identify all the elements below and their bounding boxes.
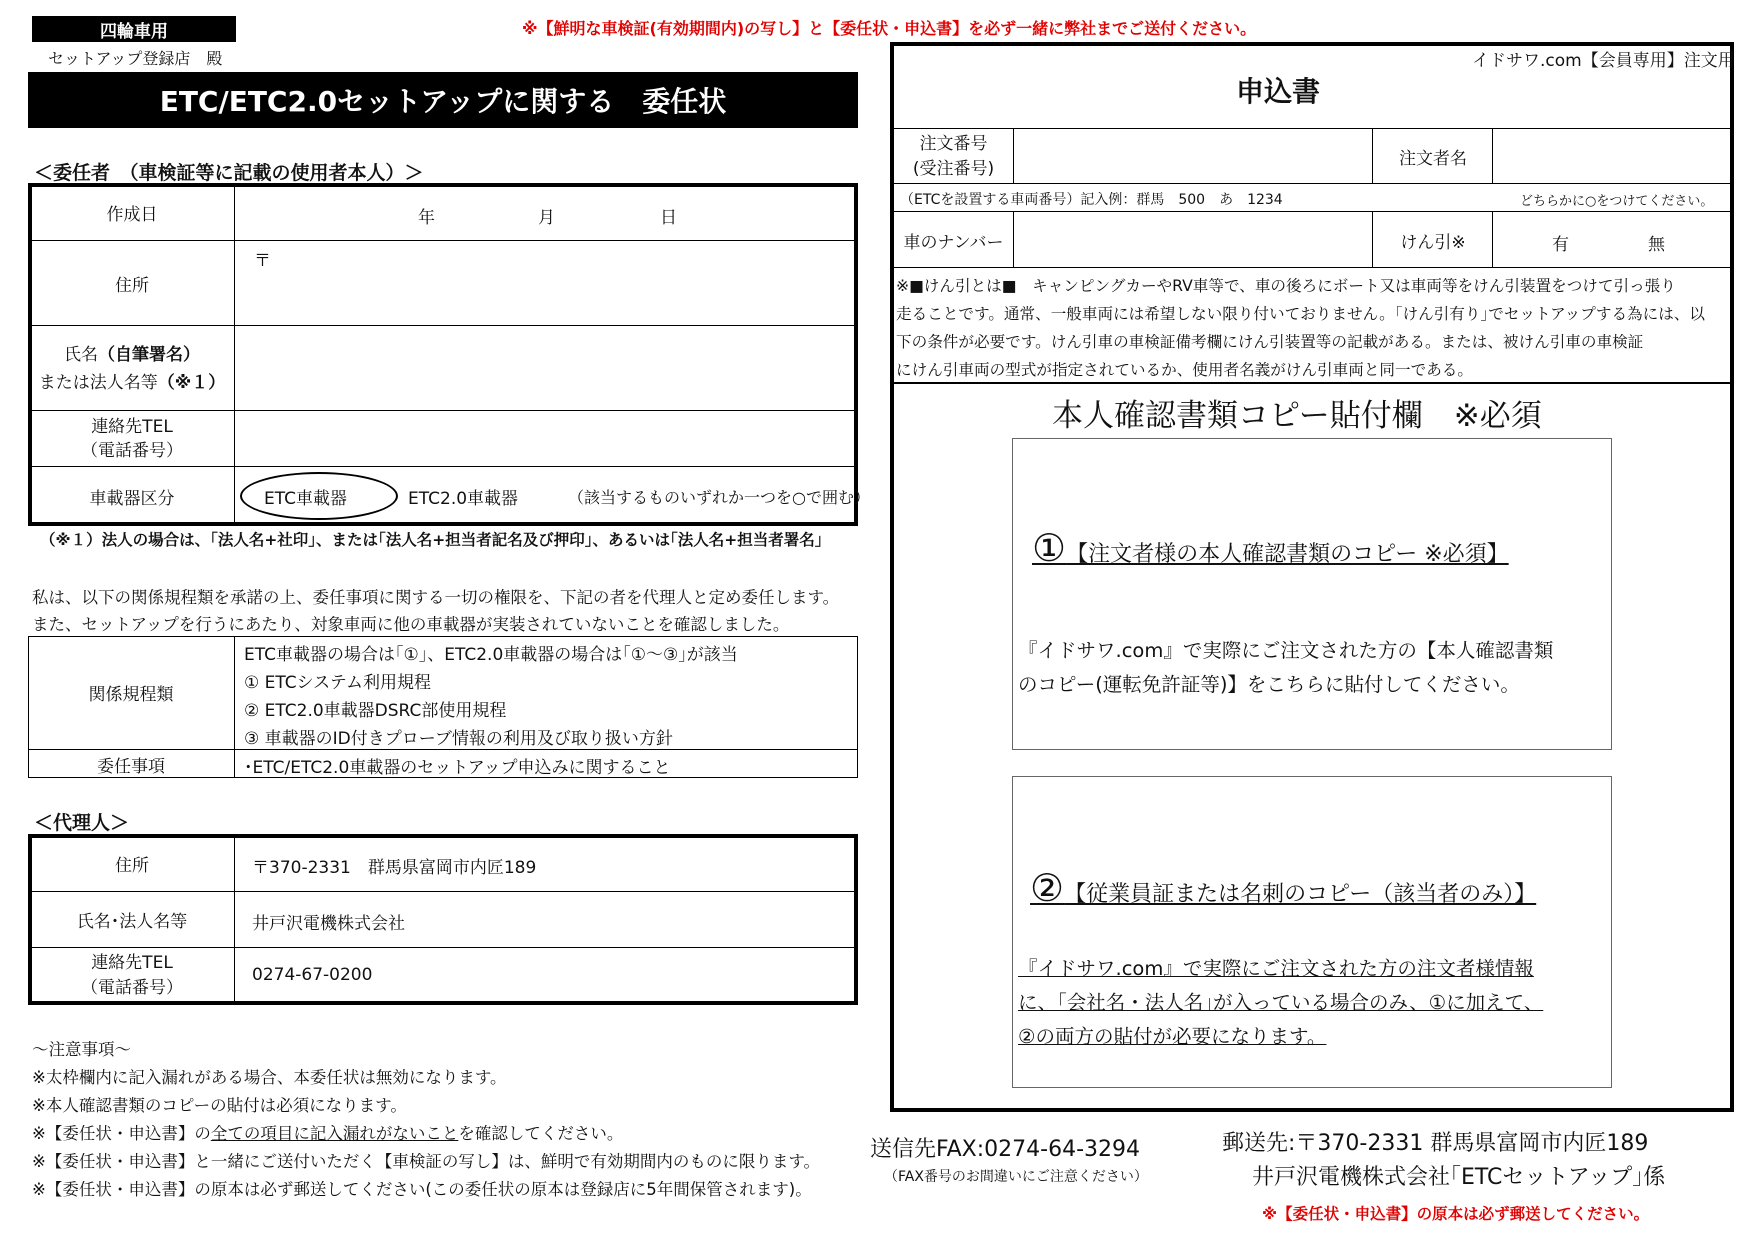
date-label: 作成日 xyxy=(106,205,158,225)
form-title: ETC/ETC2.0セットアップに関する 委任状 xyxy=(28,72,858,128)
mail-note: ※【委任状・申込書】の原本は必ず郵送してください。 xyxy=(1262,1205,1650,1223)
top-notice: ※【鮮明な車検証(有効期間内)の写し】と【委任状・申込書】を必ず一緒に弊社までご送付ください。 xyxy=(522,19,1257,38)
note-3: ※【委任状・申込書】の全ての項目に記入漏れがないことを確認してください。 xyxy=(32,1124,624,1143)
circle-hint: どちらかに○をつけてください。 xyxy=(1520,194,1714,209)
date-month-label: 月 xyxy=(538,208,555,228)
agent-address-value: 〒370-2331 群馬県富岡市内匠189 xyxy=(252,858,537,878)
rules-item-2: ② ETC2.0車載器DSRC部使用規程 xyxy=(244,701,507,721)
address-field[interactable] xyxy=(236,242,854,325)
order-number-label: 注文番号 (受注番号) xyxy=(912,133,995,179)
rules-item-3: ③ 車載器のID付きプローブ情報の利用及び取り扱い方針 xyxy=(244,729,673,749)
name-field[interactable] xyxy=(236,327,854,410)
agent-heading: ＜代理人＞ xyxy=(34,812,130,834)
id-box-1-text: 『イドサワ.com』で実際にご注文された方の【本人確認書類 のコピー(運転免許証等)】をこちらに貼付してください。 xyxy=(1018,639,1554,696)
fax-number: 送信先FAX:0274-64-3294 xyxy=(870,1137,1141,1162)
mandate-value: ･ETC/ETC2.0車載器のセットアップ申込みに関すること xyxy=(244,758,671,778)
rules-intro: ETC車載器の場合は｢①｣、ETC2.0車載器の場合は｢①～③｣が該当 xyxy=(244,645,738,665)
note-2: ※本人確認書類のコピーの貼付は必須になります。 xyxy=(32,1096,407,1115)
agent-name-label: 氏名･法人名等 xyxy=(76,912,188,932)
statement-line2: また、セットアップを行うにあたり、対象車両に他の車載器が実装されていないことを確認しました。 xyxy=(32,615,790,634)
addressee: セットアップ登録店 殿 xyxy=(48,49,223,68)
mail-recipient: 井戸沢電機株式会社｢ETCセットアップ｣係 xyxy=(1252,1165,1666,1190)
note-4: ※【委任状・申込書】と一緒にご送付いただく【車検証の写し】は、鮮明で有効期間内のものに限ります。 xyxy=(32,1152,821,1171)
id-section-title: 本人確認書類コピー貼付欄 ※必須 xyxy=(1052,398,1542,434)
date-day-label: 日 xyxy=(660,208,677,228)
plate-label: 車のナンバー xyxy=(903,232,1004,253)
orderer-field[interactable] xyxy=(1494,130,1730,183)
date-year-label: 年 xyxy=(418,208,435,228)
member-tag: イドサワ.com【会員専用】注文用 xyxy=(1472,51,1735,71)
postal-mark: 〒 xyxy=(254,251,271,271)
tow-option-no[interactable]: 無 xyxy=(1648,235,1665,255)
rules-label: 関係規程類 xyxy=(88,685,174,705)
tow-option-yes[interactable]: 有 xyxy=(1552,235,1569,255)
agent-tel-value: 0274-67-0200 xyxy=(252,965,373,985)
id-box-2-heading: ②【従業員証または名刺のコピー（該当者のみ）】 xyxy=(1030,866,1537,910)
agent-address-label: 住所 xyxy=(115,856,149,876)
note-5: ※【委任状・申込書】の原本は必ず郵送してください(この委任状の原本は登録店に5年間保管されます)。 xyxy=(32,1180,812,1199)
name-label: 氏名（自筆署名） または法人名等（※１） xyxy=(38,344,226,393)
tow-label: けん引※ xyxy=(1400,232,1466,253)
vehicle-tag: 四輪車用 xyxy=(32,16,236,42)
orderer-label: 注文者名 xyxy=(1399,149,1467,169)
tel-field[interactable] xyxy=(236,412,854,466)
device-note: （該当するものいずれか一つを○で囲む） xyxy=(568,488,870,507)
tow-note: ※■けん引とは■ キャンピングカーやRV車等で、車の後ろにボート又は車両等をけん引装置をつけて引っ張り 走ることです。通常、一般車両には希望しない限り付いておりません。｢けん引有り｣でセットアップする為には、以 下の条件が必要です。けん引車の車検証備考欄にけん引装置等の記載がある。または、被けん引車の車検証 にけん引車両の型式が指定されているか、使用者名義がけん引車両と同一である。 xyxy=(896,277,1706,379)
rules-item-1: ① ETCシステム利用規程 xyxy=(244,673,431,693)
plate-hint: （ETCを設置する車両番号）記入例：群馬 500 あ 1234 xyxy=(900,192,1283,208)
note-1: ※太枠欄内に記入漏れがある場合、本委任状は無効になります。 xyxy=(32,1068,507,1087)
tel-label: 連絡先TEL （電話番号） xyxy=(81,417,183,461)
fax-note: （FAX番号のお間違いにご注意ください） xyxy=(884,1169,1148,1185)
device-label: 車載器区分 xyxy=(89,488,175,509)
notes-heading: ～注意事項～ xyxy=(32,1040,131,1059)
device-option-etc[interactable]: ETC車載器 xyxy=(264,489,347,509)
id-box-1-heading: ①【注文者様の本人確認書類のコピー ※必須】 xyxy=(1032,526,1509,570)
date-field[interactable] xyxy=(236,185,854,240)
agent-tel-label: 連絡先TEL （電話番号） xyxy=(81,952,183,998)
agent-name-value: 井戸沢電機株式会社 xyxy=(252,914,405,934)
mail-address: 郵送先:〒370-2331 群馬県富岡市内匠189 xyxy=(1222,1131,1649,1156)
plate-field[interactable] xyxy=(1015,213,1371,267)
corporate-footnote: （※１）法人の場合は、｢法人名+社印｣、または｢法人名+担当者記名及び押印｣、あるいは｢法人名+担当者署名｣ xyxy=(40,531,823,549)
device-option-etc2[interactable]: ETC2.0車載器 xyxy=(408,489,519,509)
statement-line1: 私は、以下の関係規程類を承諾の上、委任事項に関する一切の権限を、下記の者を代理人と定め委任します。 xyxy=(32,588,840,607)
address-label: 住所 xyxy=(115,276,149,296)
principal-heading: ＜委任者 （車検証等に記載の使用者本人）＞ xyxy=(34,162,424,184)
order-number-field[interactable] xyxy=(1015,130,1371,183)
application-title: 申込書 xyxy=(1236,75,1321,108)
id-box-2-text: 『イドサワ.com』で実際にご注文された方の注文者様情報 に、｢会社名・法人名｣が入っている場合のみ、①に加えて、 ②の両方の貼付が必要になります。 xyxy=(1018,957,1544,1048)
mandate-label: 委任事項 xyxy=(97,756,165,777)
id-copy-box-1[interactable] xyxy=(1012,438,1612,750)
